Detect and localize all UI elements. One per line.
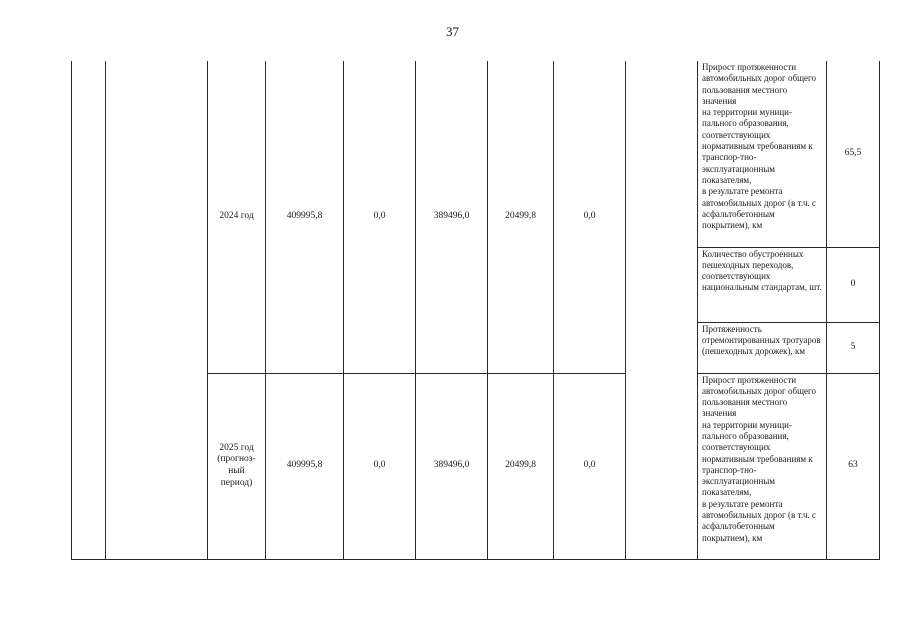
page-number: 37 xyxy=(446,24,459,39)
indicator-value-cell: 65,5 xyxy=(827,61,880,247)
regional-budget-cell: 389496,0 xyxy=(416,61,488,373)
other-sources-cell: 0,0 xyxy=(554,61,626,373)
indicator-name-cell: Протяженность отремонтированных тротуаров (пешеходных дорожек), км xyxy=(698,322,827,373)
regional-budget-cell: 389496,0 xyxy=(416,373,488,559)
period-cell: 2025 год (прогноз- ный период) xyxy=(208,373,266,559)
federal-budget-cell: 0,0 xyxy=(344,373,416,559)
indicator-value-cell: 0 xyxy=(827,247,880,322)
total-funding-cell: 409995,8 xyxy=(266,61,344,373)
indicator-name-cell: Прирост протяженности автомобильных дорог общего пользования местного значения на территории муници-пального образования, соответствующих нормативным требованиям к транспор-тно-эксплуатационным показателям, в результате ремонта автомобильных дорог (в т.ч. с асфальтобетонным покрытием), км xyxy=(698,373,827,559)
row-number-cell xyxy=(72,61,106,559)
table-row xyxy=(72,61,880,247)
period-cell: 2024 год xyxy=(208,61,266,373)
local-budget-cell: 20499,8 xyxy=(488,373,554,559)
federal-budget-cell: 0,0 xyxy=(344,61,416,373)
executor-cell xyxy=(626,61,698,559)
indicator-name-cell: Количество обустроенных пешеходных переходов, соответствующих национальным стандартам, шт. xyxy=(698,247,827,322)
indicator-value-cell: 5 xyxy=(827,322,880,373)
activity-name-cell xyxy=(106,61,208,559)
program-funding-table xyxy=(71,61,880,560)
indicator-name-cell: Прирост протяженности автомобильных дорог общего пользования местного значения на территории муници-пального образования, соответствующих нормативным требованиям к транспор-тно-эксплуатационным показателям, в результате ремонта автомобильных дорог (в т.ч. с асфальтобетонным покрытием), км xyxy=(698,61,827,247)
local-budget-cell: 20499,8 xyxy=(488,61,554,373)
total-funding-cell: 409995,8 xyxy=(266,373,344,559)
indicator-value-cell: 63 xyxy=(827,373,880,559)
other-sources-cell: 0,0 xyxy=(554,373,626,559)
